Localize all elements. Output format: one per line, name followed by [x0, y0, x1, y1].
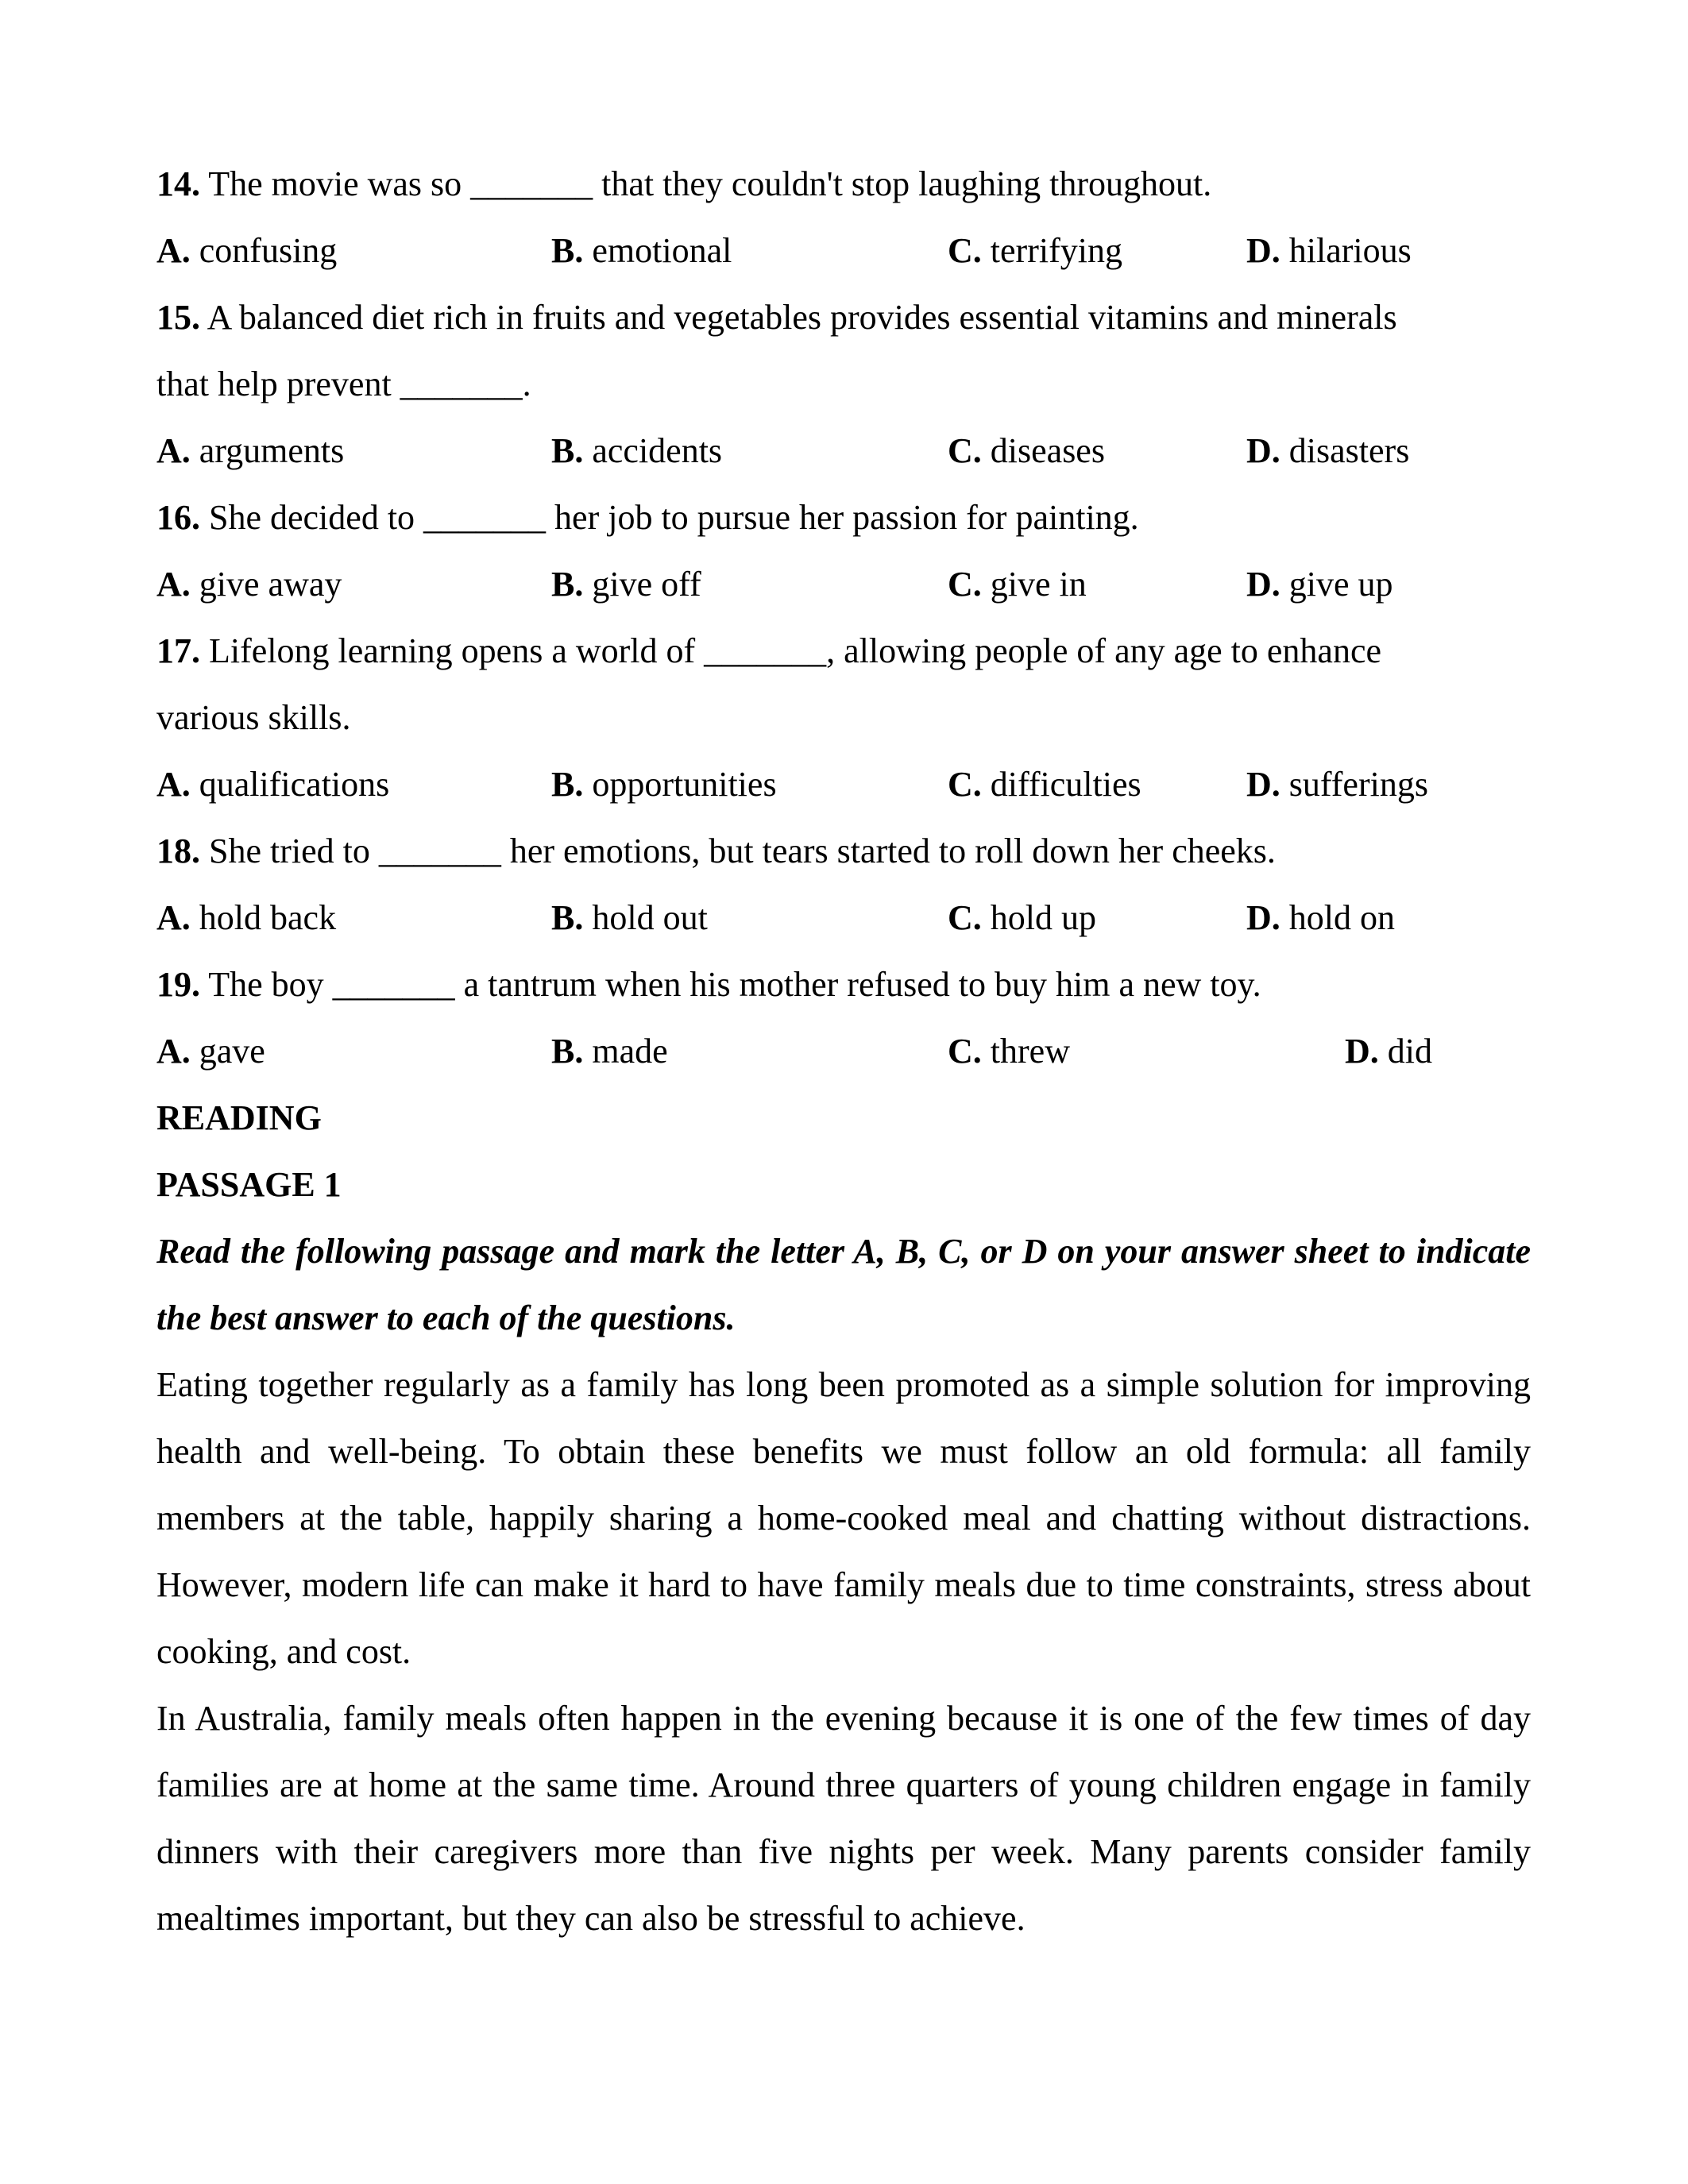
question-number: 17.: [156, 631, 200, 670]
option-b: B. give off: [551, 565, 701, 604]
question-16: [156, 484, 1531, 618]
option-c: C. give in: [948, 565, 1087, 604]
option-b: B. opportunities: [551, 765, 777, 804]
document-page: [156, 151, 1531, 1952]
option-d: D. sufferings: [1246, 765, 1428, 804]
answer-options: [156, 751, 1531, 818]
option-c: C. diseases: [948, 431, 1105, 470]
question-18: [156, 818, 1531, 951]
answer-options: [156, 1018, 1531, 1085]
question-text: The movie was so _______ that they couldn't stop laughing throughout.: [208, 164, 1212, 203]
question-stem-continued: that help prevent _______.: [156, 365, 531, 403]
option-c: C. difficulties: [948, 765, 1141, 804]
question-17: [156, 618, 1531, 818]
question-number: 14.: [156, 164, 200, 203]
passage-instruction: Read the following passage and mark the letter A, B, C, or D on your answer sheet to indicate the best answer to each of the questions.: [156, 1232, 1531, 1337]
answer-options: [156, 551, 1531, 618]
answer-options: [156, 885, 1531, 951]
option-c: C. hold up: [948, 898, 1097, 937]
question-number: 19.: [156, 965, 200, 1004]
question-stem: [156, 151, 1531, 218]
question-15: [156, 284, 1531, 484]
question-text: She decided to _______ her job to pursue her passion for painting.: [209, 498, 1139, 537]
question-number: 18.: [156, 832, 200, 870]
question-19: [156, 951, 1531, 1085]
passage-heading: PASSAGE 1: [156, 1165, 342, 1204]
section-heading: READING: [156, 1098, 322, 1137]
option-a: A. give away: [156, 565, 342, 604]
option-b: B. emotional: [551, 231, 732, 270]
option-a: A. hold back: [156, 898, 337, 937]
question-number: 15.: [156, 298, 200, 337]
option-b: B. accidents: [551, 431, 723, 470]
option-a: A. confusing: [156, 231, 338, 270]
option-d: D. give up: [1246, 565, 1393, 604]
passage-paragraph: In Australia, family meals often happen in the evening because it is one of the few times of day families are at home at the same time. Around three quarters of young children engage in family dinners with their caregivers more than five nights per week. Many parents consider family mealtimes important, but they can also be stressful to achieve.: [156, 1699, 1531, 1938]
option-a: A. arguments: [156, 431, 345, 470]
question-14: [156, 151, 1531, 284]
question-text: She tried to _______ her emotions, but tears started to roll down her cheeks.: [209, 832, 1276, 870]
option-d: D. disasters: [1246, 431, 1410, 470]
option-b: B. made: [551, 1032, 668, 1071]
option-c: C. terrifying: [948, 231, 1122, 270]
question-stem: [156, 284, 1531, 351]
option-d: D. hold on: [1246, 898, 1396, 937]
answer-options: [156, 218, 1531, 284]
answer-options: [156, 418, 1531, 484]
question-stem: [156, 484, 1531, 551]
option-d: D. did: [1345, 1032, 1433, 1071]
question-stem-continued: various skills.: [156, 698, 351, 737]
question-text: The boy _______ a tantrum when his mother refused to buy him a new toy.: [208, 965, 1261, 1004]
option-a: A. gave: [156, 1032, 265, 1071]
question-text: Lifelong learning opens a world of _______, allowing people of any age to enhance: [209, 631, 1381, 670]
question-stem: [156, 951, 1531, 1018]
option-d: D. hilarious: [1246, 231, 1412, 270]
passage-paragraph: Eating together regularly as a family has long been promoted as a simple solution for improving health and well-being. To obtain these benefits we must follow an old formula: all family members at the table, happily sharing a home-cooked meal and chatting without distractions. However, modern life can make it hard to have family meals due to time constraints, stress about cooking, and cost.: [156, 1365, 1531, 1671]
question-stem: [156, 618, 1531, 685]
option-b: B. hold out: [551, 898, 708, 937]
option-a: A. qualifications: [156, 765, 390, 804]
question-text: A balanced diet rich in fruits and vegetables provides essential vitamins and minerals: [207, 298, 1397, 337]
option-c: C. threw: [948, 1032, 1070, 1071]
question-number: 16.: [156, 498, 200, 537]
question-stem: [156, 818, 1531, 885]
